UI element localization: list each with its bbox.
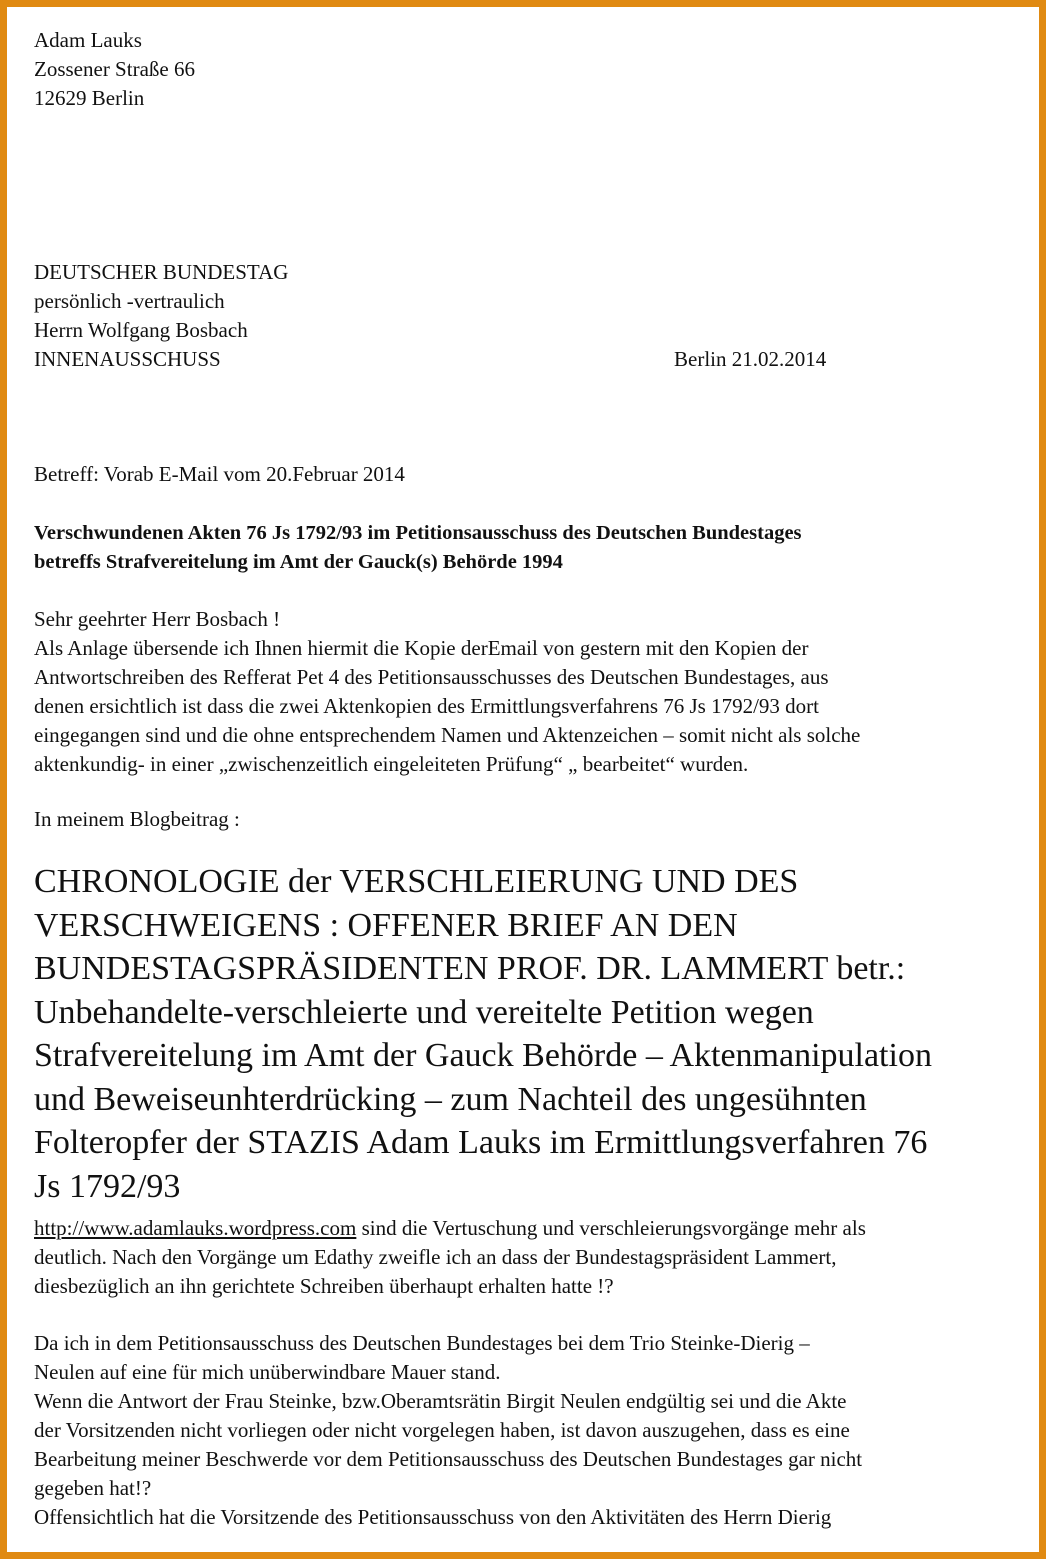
- headline-line: Verschwundenen Akten 76 Js 1792/93 im Petitionsausschuss des Deutschen Bundestages: [34, 522, 802, 544]
- paragraph-line: Offensichtlich hat die Vorsitzende des Petitionsausschuss von den Aktivitäten des Herrn Dierig: [34, 1505, 832, 1529]
- blog-title-line: BUNDESTAGSPRÄSIDENTEN PROF. DR. LAMMERT betr.:: [34, 950, 906, 987]
- subject-line: Betreff: Vorab E-Mail vom 20.Februar 2014: [34, 462, 405, 486]
- letter-date: Berlin 21.02.2014: [674, 347, 827, 371]
- paragraph-line: [34, 1214, 1032, 1243]
- recipient-note: persönlich -vertraulich: [34, 289, 225, 313]
- recipient-person: Herrn Wolfgang Bosbach: [34, 318, 248, 342]
- paragraph-blog: [34, 1214, 1032, 1301]
- paragraph-line: eingegangen sind und die ohne entsprechendem Namen und Aktenzeichen – somit nicht als solche: [34, 723, 861, 747]
- blog-title-line: Js 1792/93: [34, 1167, 181, 1205]
- recipient-org: DEUTSCHER BUNDESTAG: [34, 260, 289, 284]
- paragraph-line: Antwortschreiben des Refferat Pet 4 des Petitionsausschusses des Deutschen Bundestages, aus: [34, 665, 829, 689]
- blog-url-link[interactable]: http://www.adamlauks.wordpress.com: [34, 1216, 357, 1240]
- blog-title-line: Strafvereitelung im Amt der Gauck Behörde – Aktenmanipulation: [34, 1037, 932, 1074]
- paragraph-attachment: [34, 634, 1032, 779]
- paragraph-line: diesbezüglich an ihn gerichtete Schreiben überhaupt erhalten hatte !?: [34, 1274, 614, 1298]
- paragraph-petition: [34, 1329, 1032, 1532]
- paragraph-line: Da ich in dem Petitionsausschuss des Deutschen Bundestages bei dem Trio Steinke-Dierig –: [34, 1331, 810, 1355]
- paragraph-line: Wenn die Antwort der Frau Steinke, bzw.Oberamtsrätin Birgit Neulen endgültig sei und die Akte: [34, 1389, 847, 1413]
- sender-city: 12629 Berlin: [34, 86, 145, 110]
- headline-line: betreffs Strafvereitelung im Amt der Gauck(s) Behörde 1994: [34, 551, 563, 573]
- recipient-committee: INNENAUSSCHUSS: [34, 347, 221, 371]
- sender-address: [34, 26, 195, 113]
- paragraph-line: denen ersichtlich ist dass die zwei Aktenkopien des Ermittlungsverfahrens 76 Js 1792/93 dort: [34, 694, 820, 718]
- blog-title-line: VERSCHWEIGENS : OFFENER BRIEF AN DEN: [34, 906, 738, 944]
- blog-title-line: und Beweiseunhterdrücking – zum Nachteil des ungesühnten: [34, 1080, 867, 1118]
- paragraph-line: gegeben hat!?: [34, 1476, 152, 1500]
- url-line-rest: sind die Vertuschung und verschleierungsvorgänge mehr als: [356, 1216, 866, 1240]
- paragraph-line: aktenkundig- in einer „zwischenzeitlich eingeleiteten Prüfung“ „ bearbeitet“ wurden.: [34, 752, 749, 776]
- paragraph-line: Neulen auf eine für mich unüberwindbare Mauer stand.: [34, 1360, 501, 1384]
- recipient-address: [34, 258, 288, 374]
- paragraph-line: der Vorsitzenden nicht vorliegen oder nicht vorgelegen haben, ist davon auszugehen, dass es eine: [34, 1418, 850, 1442]
- blog-intro: In meinem Blogbeitrag :: [34, 807, 240, 831]
- blog-post-title: [34, 860, 1032, 1208]
- blog-title-line: CHRONOLOGIE der VERSCHLEIERUNG UND DES: [34, 863, 799, 900]
- paragraph-line: deutlich. Nach den Vorgänge um Edathy zweifle ich an dass der Bundestagspräsident Lammert,: [34, 1245, 837, 1269]
- headline: [34, 519, 802, 577]
- sender-street: Zossener Straße 66: [34, 57, 195, 81]
- paragraph-line: Bearbeitung meiner Beschwerde vor dem Petitionsausschuss des Deutschen Bundestages gar nicht: [34, 1447, 863, 1471]
- sender-name: Adam Lauks: [34, 28, 142, 52]
- blog-title-line: Folteropfer der STAZIS Adam Lauks im Ermittlungsverfahren 76: [34, 1124, 928, 1161]
- salutation: Sehr geehrter Herr Bosbach !: [34, 607, 281, 631]
- blog-title-line: Unbehandelte-verschleierte und vereitelte Petition wegen: [34, 993, 814, 1031]
- paragraph-line: Als Anlage übersende ich Ihnen hiermit die Kopie derEmail von gestern mit den Kopien der: [34, 636, 809, 660]
